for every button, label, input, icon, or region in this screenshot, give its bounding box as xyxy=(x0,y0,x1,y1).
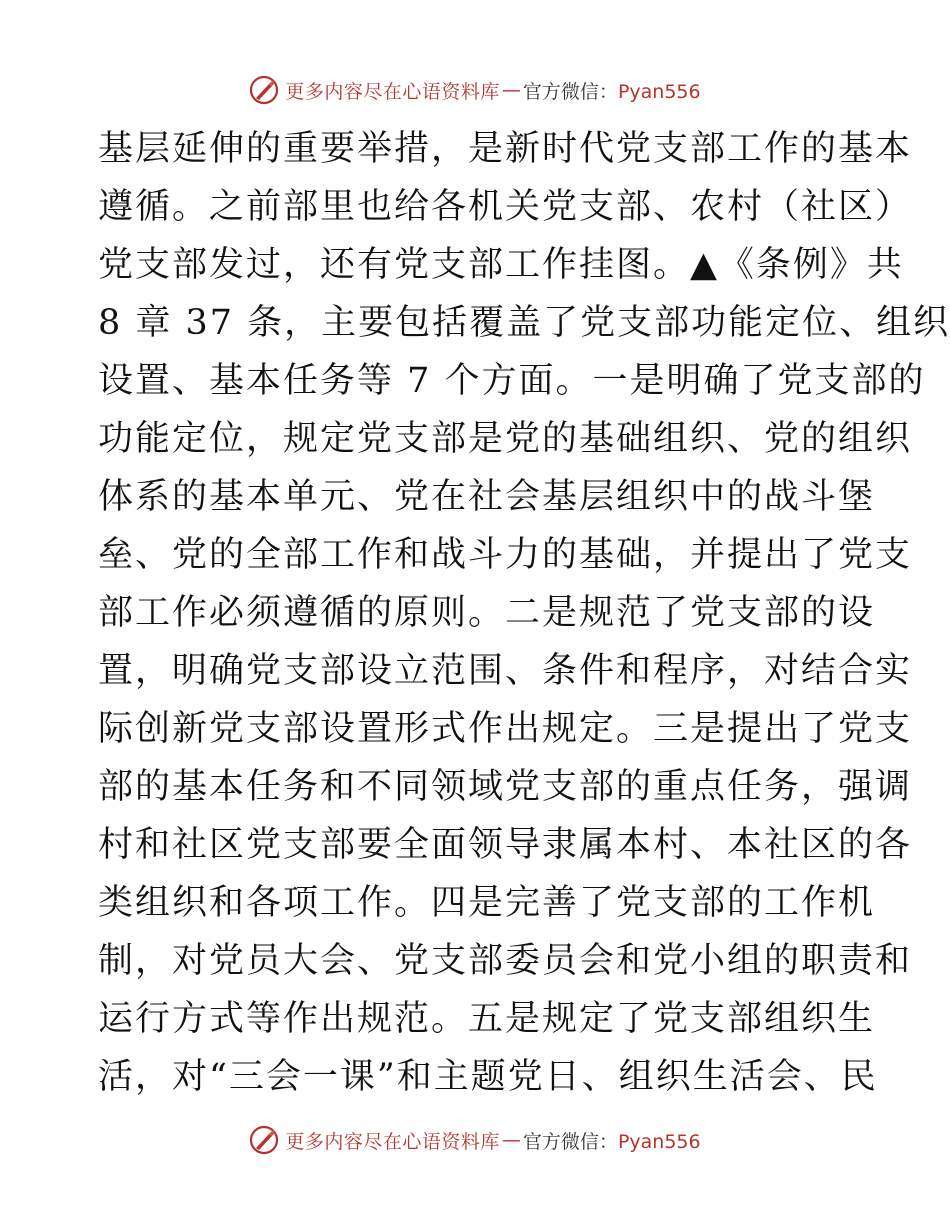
brand-text: 更多内容尽在心语资料库 xyxy=(285,1130,500,1153)
wechat-label: 官方微信： xyxy=(522,80,618,103)
text-line: 体系的基本单元、党在社会基层组织中的战斗堡 xyxy=(98,477,876,517)
wechat-id: Pyan556 xyxy=(617,1130,701,1153)
banner-separator: — xyxy=(501,1129,521,1151)
text-line: 置，明确党支部设立范围、条件和程序，对结合实 xyxy=(98,651,913,691)
text-line: 功能定位，规定党支部是党的基础组织、党的组织 xyxy=(98,419,913,459)
text-line: 制，对党员大会、党支部委员会和党小组的职责和 xyxy=(98,941,913,981)
feather-pen-logo-icon xyxy=(249,1125,279,1155)
text-line: 基层延伸的重要举措，是新时代党支部工作的基本 xyxy=(98,129,913,169)
text-line: 际创新党支部设置形式作出规定。三是提出了党支 xyxy=(98,709,913,749)
document-body xyxy=(98,120,950,1106)
wechat-info xyxy=(523,1127,701,1154)
feather-pen-logo-icon xyxy=(249,75,279,105)
wechat-id: Pyan556 xyxy=(617,80,701,103)
header-banner xyxy=(0,72,950,108)
text-line: 设置、基本任务等 7 个方面。一是明确了党支部的 xyxy=(98,361,926,401)
text-line: 类组织和各项工作。四是完善了党支部的工作机 xyxy=(98,883,876,923)
brand-text: 更多内容尽在心语资料库 xyxy=(285,80,500,103)
text-line: 村和社区党支部要全面领导隶属本村、本社区的各 xyxy=(98,825,913,865)
text-line: 垒、党的全部工作和战斗力的基础，并提出了党支 xyxy=(98,535,913,575)
text-line: 活，对“三会一课”和主题党日、组织生活会、民 xyxy=(98,1057,878,1097)
text-line: 运行方式等作出规范。五是规定了党支部组织生 xyxy=(98,999,876,1039)
text-line: 遵循。之前部里也给各机关党支部、农村（社区） xyxy=(98,187,913,227)
wechat-info xyxy=(523,77,701,104)
wechat-label: 官方微信： xyxy=(522,1130,618,1153)
text-line: 党支部发过，还有党支部工作挂图。▲《条例》共 xyxy=(98,245,904,285)
footer-banner xyxy=(0,1122,950,1158)
text-line: 8 章 37 条，主要包括覆盖了党支部功能定位、组织 xyxy=(98,303,950,343)
banner-separator: — xyxy=(501,79,521,101)
text-line: 部的基本任务和不同领域党支部的重点任务，强调 xyxy=(98,767,913,807)
text-line: 部工作必须遵循的原则。二是规范了党支部的设 xyxy=(98,593,876,633)
